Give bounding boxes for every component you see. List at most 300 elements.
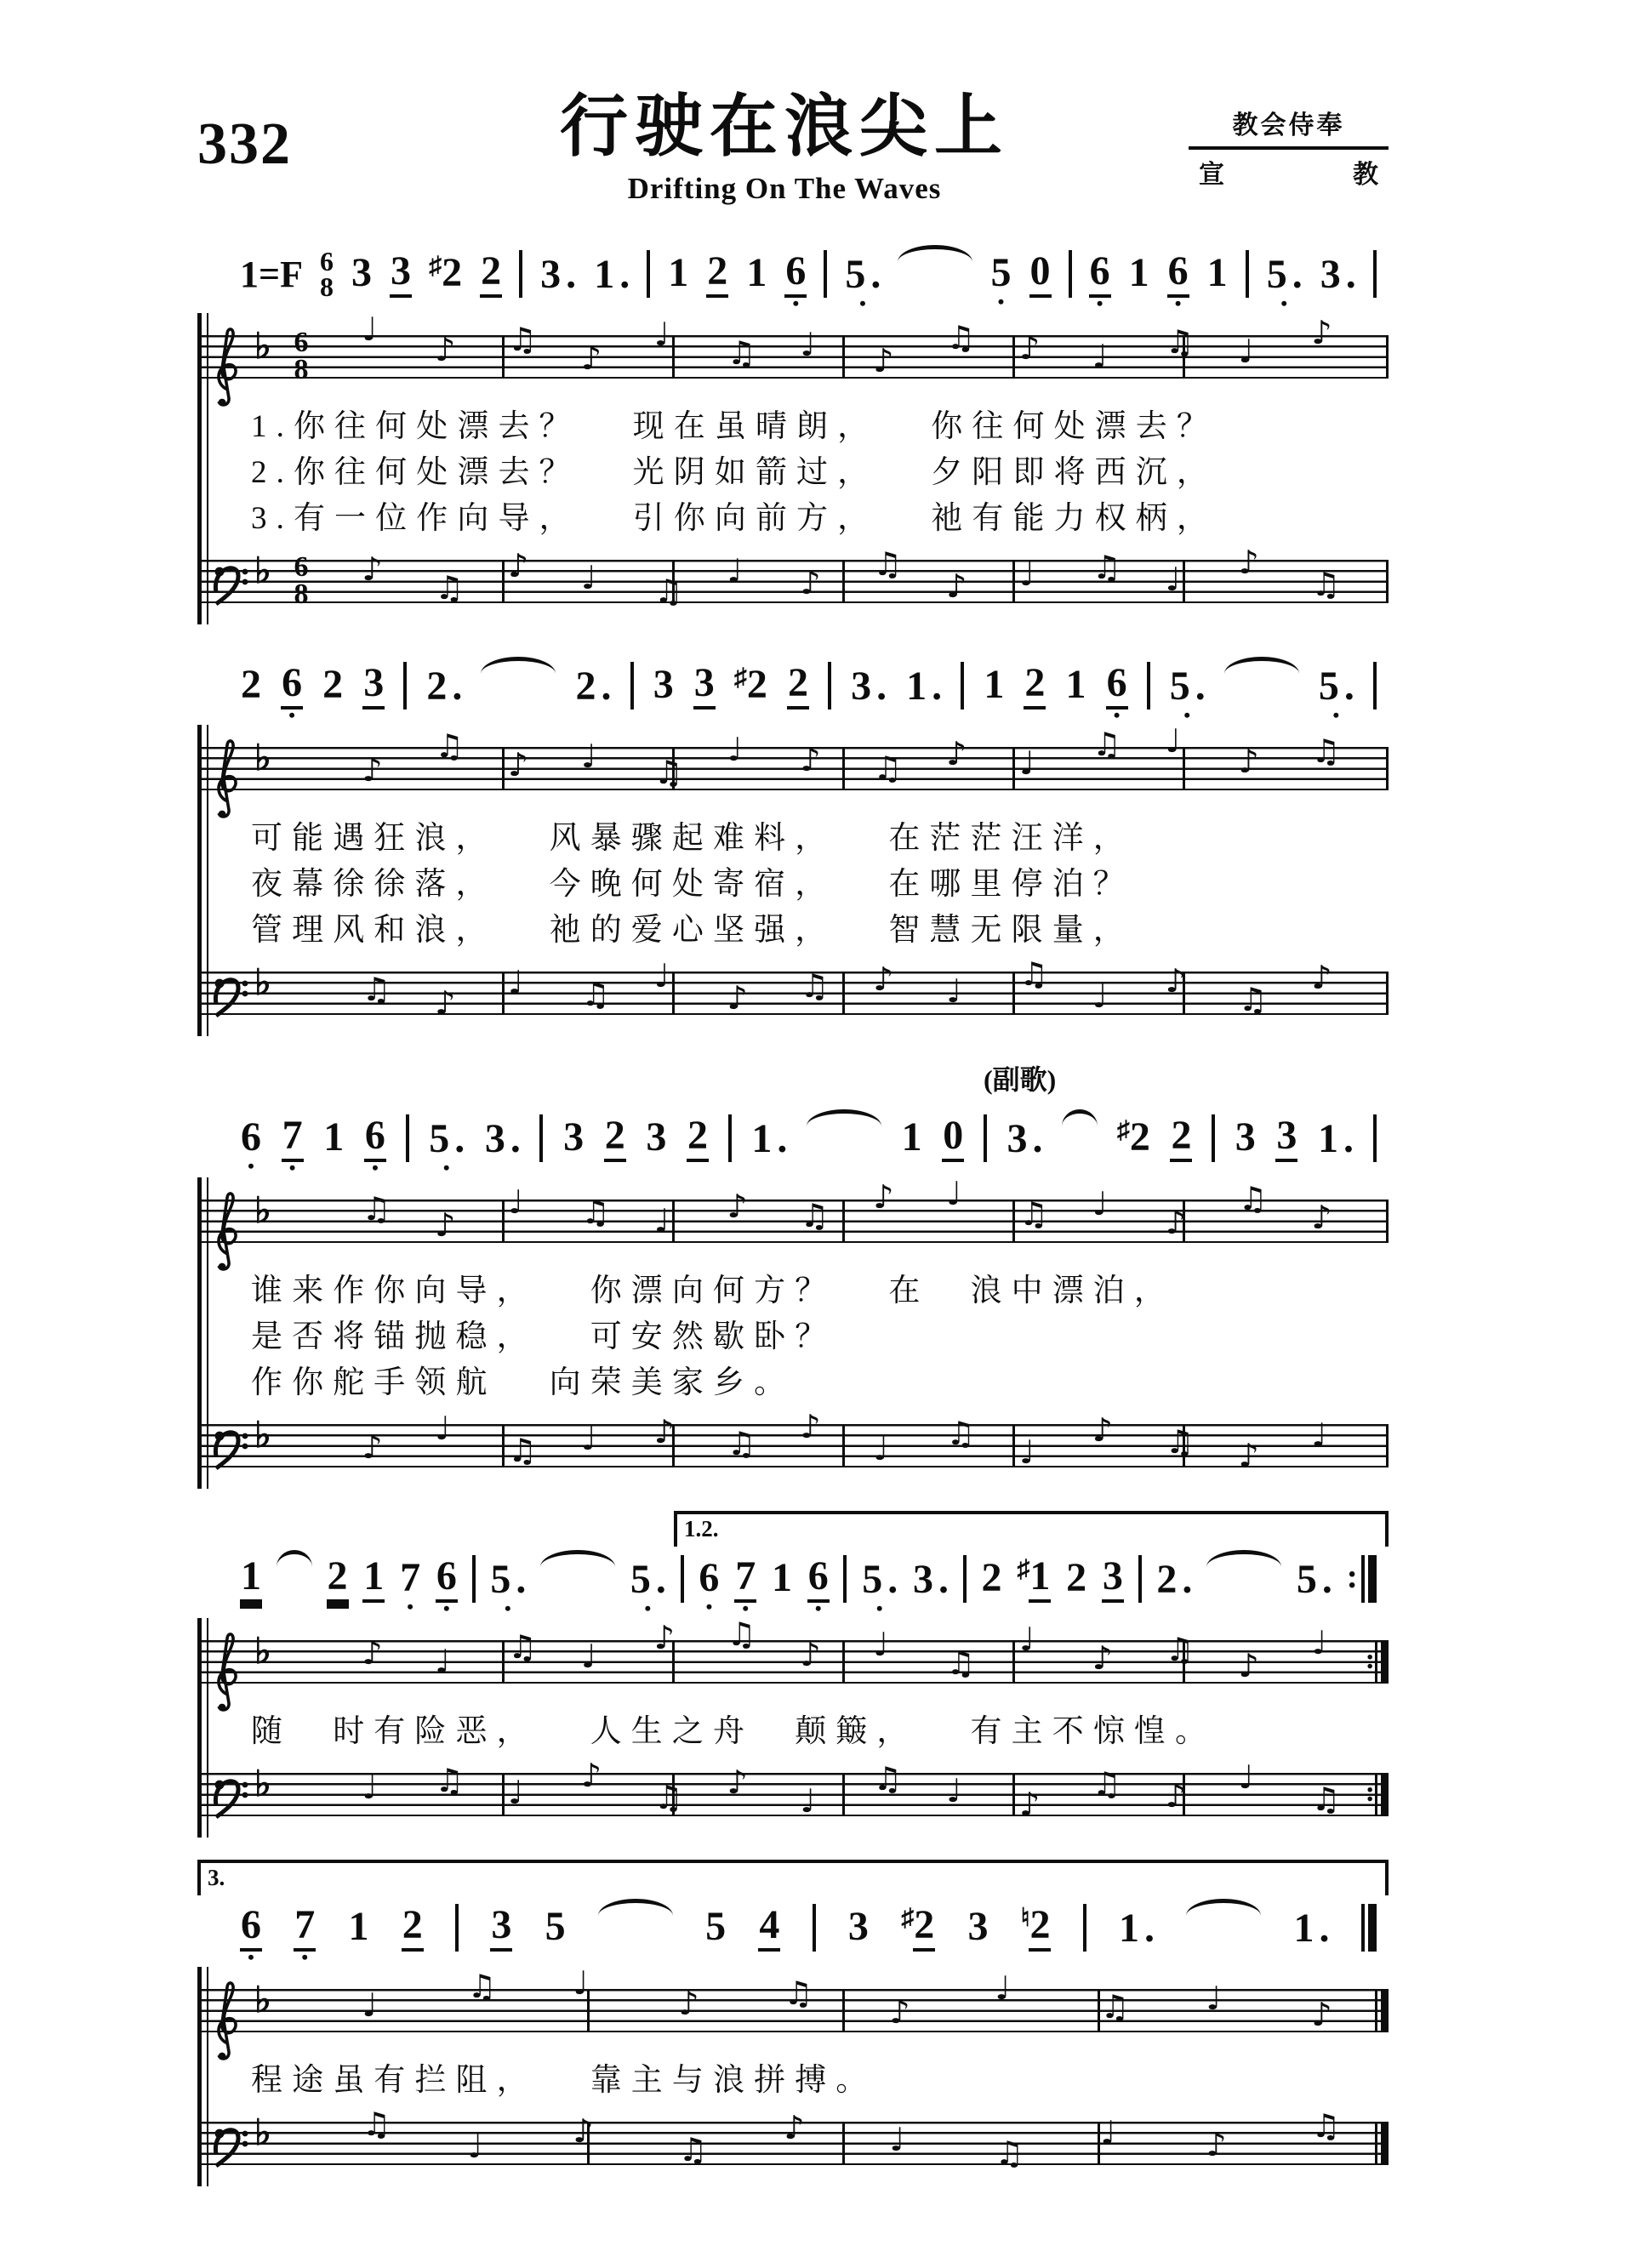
note-glyph: ♪ <box>1238 1647 1259 1684</box>
flat-icon: ♭ <box>254 328 271 367</box>
lyric-phrase: 在哪里停泊？ <box>888 867 1134 902</box>
jianpu-line <box>197 647 1389 725</box>
note-glyph: ♪ <box>508 746 529 784</box>
jianpu-note <box>604 1112 626 1162</box>
jianpu-note <box>282 1112 304 1178</box>
low-octave-dot: • <box>372 1156 379 1178</box>
note-glyph: ♪ <box>580 339 602 377</box>
jianpu-note <box>240 1553 262 1603</box>
note-digit: 1 <box>668 249 689 295</box>
staff-lines <box>202 1175 1389 1244</box>
duration-dot: . <box>887 1556 898 1602</box>
jianpu-note <box>1206 249 1229 296</box>
note-glyph: ♩ <box>800 326 816 363</box>
treble-clef-icon <box>210 1628 244 1721</box>
note-glyph: ♩ <box>653 957 670 994</box>
note-glyph: ♫ <box>362 1190 391 1228</box>
note-glyph: ♫ <box>1165 1631 1195 1668</box>
note-glyph: ♪ <box>508 547 529 584</box>
note-glyph: ♩ <box>873 1430 889 1467</box>
low-octave-dot: • <box>248 1946 254 1968</box>
note-glyph: ♪ <box>1311 1996 1332 2033</box>
note-digit: 1 <box>1206 249 1228 295</box>
note-digit: 7 <box>734 1556 756 1603</box>
grand-staff <box>197 1964 1389 2186</box>
note-glyph: ♪ <box>946 735 967 772</box>
note-glyph: ♪ <box>362 550 383 588</box>
low-octave-dot: • <box>644 1597 652 1619</box>
barline <box>1373 1114 1377 1162</box>
jianpu-note <box>687 1112 709 1162</box>
jianpu-note <box>905 663 942 709</box>
note-digit: 6 <box>807 1556 830 1603</box>
note-digit: 1 <box>751 1115 773 1161</box>
note-glyph: ♩ <box>580 559 596 596</box>
note-digit: 5 <box>845 251 866 297</box>
note-glyph: ♫ <box>1092 549 1121 586</box>
jianpu-note <box>1275 1112 1297 1162</box>
lyric-line <box>202 446 1389 492</box>
flat-icon: ♭ <box>254 1633 271 1672</box>
duration-dot: . <box>510 1115 521 1161</box>
measure-barline <box>842 972 845 1015</box>
note-glyph: ♪ <box>800 1636 821 1673</box>
duration-dot: . <box>1182 1556 1193 1602</box>
measure-barline <box>672 1200 675 1243</box>
note-glyph: ♪ <box>727 1764 748 1801</box>
lyric-line <box>202 2054 1389 2100</box>
lyric-phrase: 是否将锚抛稳， <box>251 1319 538 1354</box>
staff-lines <box>202 2106 1389 2172</box>
duration-dot: . <box>1321 1556 1332 1602</box>
lyric-phrase: 作你舵手领航 <box>251 1365 497 1400</box>
tie-arc <box>277 1550 312 1567</box>
note-digit: 5 <box>862 1556 883 1602</box>
category-bottom <box>1189 153 1389 191</box>
lyric-phrase: 智慧无限量， <box>888 913 1134 948</box>
note-glyph: ♩ <box>580 1638 596 1675</box>
jianpu-note <box>593 251 630 298</box>
note-glyph: ♫ <box>1311 2107 1341 2145</box>
note-glyph: ♪ <box>1206 2126 1227 2163</box>
measure-barline <box>1012 1773 1015 1816</box>
note-digit: 1 <box>1293 1905 1314 1951</box>
note-glyph: ♫ <box>580 1194 610 1231</box>
lyric-phrase: 今晚何处寄宿， <box>549 867 836 902</box>
measure-barline <box>1012 747 1015 790</box>
note-digit: 1 <box>348 1903 369 1949</box>
low-octave-dot: • <box>1280 292 1288 314</box>
measure-barline <box>842 560 845 603</box>
treble-staff <box>202 1964 1389 2054</box>
note-glyph: ♪ <box>727 979 748 1017</box>
staff-time-top: 6 <box>294 551 309 583</box>
jianpu-note <box>1235 1114 1257 1160</box>
barline <box>1147 662 1150 709</box>
final-bar-thick <box>1381 2122 1389 2165</box>
staff-time-signature <box>287 551 316 611</box>
tie-arc <box>1224 657 1299 674</box>
staff-time-top: 6 <box>294 327 309 358</box>
note-digit: 3 <box>1235 1114 1256 1160</box>
barline-thin <box>1361 1555 1365 1603</box>
barline-thin <box>1361 1904 1365 1952</box>
duration-dot: . <box>870 251 881 297</box>
note-glyph: ♪ <box>1238 544 1259 581</box>
final-barline <box>1361 1904 1377 1952</box>
note-glyph: ♩ <box>1100 2114 1116 2151</box>
note-glyph: ♫ <box>580 976 610 1013</box>
note-glyph: ♪ <box>1018 1786 1041 1823</box>
time-signature <box>319 245 334 302</box>
note-glyph: ♫ <box>727 334 756 372</box>
note-digit: 0 <box>1029 251 1052 298</box>
note-glyph: ♪ <box>678 1985 699 2022</box>
note-glyph: ♪ <box>435 1206 456 1244</box>
note-glyph: ♪ <box>435 984 456 1022</box>
bass-clef-icon <box>210 556 249 613</box>
barline <box>472 1555 476 1603</box>
note-glyph: ♪ <box>1238 1437 1259 1474</box>
jianpu-note <box>771 1554 793 1601</box>
note-digit: 7 <box>400 1554 421 1600</box>
lyric-phrase: 引你向前方， <box>632 501 879 536</box>
note-glyph: ♫ <box>1018 1195 1049 1233</box>
sharp-icon: ♯ <box>1116 1115 1130 1144</box>
duration-dot: . <box>566 251 577 297</box>
lyric-phrase: 谁来作你向导， <box>251 1274 538 1308</box>
note-glyph: ♫ <box>995 2134 1024 2172</box>
end-barline <box>1386 335 1389 379</box>
jianpu-note <box>1106 659 1128 726</box>
jianpu-note <box>1118 1905 1155 1952</box>
note-digit: 2 <box>746 661 767 707</box>
jianpu-note <box>942 1112 964 1162</box>
jianpu-note <box>362 659 385 709</box>
duration-dot: . <box>516 1556 527 1602</box>
low-octave-dot: • <box>1183 704 1191 726</box>
duration-dot: . <box>777 1115 788 1161</box>
measure-barline <box>502 560 505 603</box>
note-digit: 6 <box>241 1114 261 1160</box>
note-glyph: ♫ <box>1165 1423 1195 1461</box>
note-glyph: ♩ <box>1311 1416 1327 1454</box>
staff-lines <box>202 544 1389 611</box>
jianpu-note <box>436 1553 458 1619</box>
jianpu-note <box>630 1556 666 1619</box>
key-signature-text: 1=F <box>240 253 303 295</box>
note-glyph: ♫ <box>873 545 903 583</box>
category-block <box>1189 88 1389 191</box>
note-glyph: ♩ <box>508 1183 523 1221</box>
note-glyph: ♪ <box>1165 962 1186 1000</box>
jianpu-note <box>733 661 768 708</box>
note-digit: 2 <box>981 1554 1002 1600</box>
measure-barline <box>502 747 505 790</box>
note-glyph: ♫ <box>508 1432 538 1469</box>
note-glyph: ♫ <box>727 1616 756 1653</box>
staff-time-signature <box>287 329 316 385</box>
jianpu-note <box>489 1556 527 1619</box>
note-glyph: ♩ <box>362 311 378 348</box>
jianpu-note <box>1320 251 1356 298</box>
note-glyph: ♪ <box>362 751 383 789</box>
lyric-phrase: 你往何处漂去？ <box>931 409 1218 444</box>
note-glyph: ♫ <box>1092 1765 1121 1803</box>
note-digit: 1 <box>1128 249 1149 295</box>
note-glyph: ♩ <box>573 1964 589 2002</box>
jianpu-note <box>844 251 881 314</box>
measure-barline <box>502 1200 505 1243</box>
tie-arc <box>1206 1550 1281 1567</box>
staff-lines <box>202 1964 1389 2033</box>
note-glyph: ♩ <box>1238 333 1254 370</box>
note-digit: 5 <box>429 1115 450 1161</box>
note-digit: 6 <box>436 1556 458 1603</box>
barline <box>1373 250 1377 298</box>
jianpu-note <box>901 1901 935 1952</box>
note-digit: 3 <box>362 663 385 709</box>
sharp-icon: ♯ <box>733 663 747 692</box>
lyric-phrase: 在茫茫汪洋， <box>888 821 1134 856</box>
jianpu-line <box>197 1099 1389 1177</box>
note-digit: 2 <box>442 249 463 295</box>
jianpu-note <box>1024 659 1046 709</box>
barline <box>519 250 522 298</box>
note-digit: 2 <box>241 661 261 707</box>
note-glyph: ♫ <box>653 573 683 610</box>
note-glyph: ♫ <box>435 1762 465 1799</box>
lyric-phrase: 3.有一位作向导， <box>251 501 580 536</box>
system-3 <box>197 1058 1389 1489</box>
jianpu-note <box>425 663 462 709</box>
note-digit: 5 <box>705 1903 727 1949</box>
hymn-number: 332 <box>197 111 292 177</box>
tie-arc <box>481 657 556 674</box>
jianpu-note <box>1317 1115 1354 1162</box>
note-digit: 2 <box>322 661 344 707</box>
final-bar-thick <box>1381 1989 1389 2032</box>
volta-label: 1.2. <box>684 1516 719 1541</box>
jianpu-note <box>1089 248 1111 314</box>
note-glyph: ♩ <box>1018 556 1035 593</box>
low-octave-dot: • <box>814 1597 822 1619</box>
note-glyph: ♫ <box>946 1644 976 1682</box>
jianpu-note <box>348 1903 370 1950</box>
staff-lines <box>202 722 1389 791</box>
note-digit: 3 <box>540 251 562 297</box>
barline <box>455 1904 459 1952</box>
tie-arc <box>1062 1109 1098 1126</box>
note-glyph: ♫ <box>678 2131 708 2168</box>
jianpu-note <box>545 1903 567 1950</box>
note-glyph: ♪ <box>1092 1411 1114 1449</box>
treble-clef-icon <box>210 1977 244 2070</box>
lyric-phrase: 随 时有险恶， <box>251 1714 538 1749</box>
low-octave-dot: • <box>1174 292 1182 314</box>
barline <box>1138 1555 1142 1603</box>
note-digit: 1 <box>746 249 767 295</box>
low-octave-dot: • <box>742 1597 750 1619</box>
jianpu-note <box>480 248 502 298</box>
low-octave-dot: • <box>407 1595 413 1617</box>
note-digit: 3 <box>653 661 674 707</box>
duration-dot: . <box>452 663 463 709</box>
low-octave-dot: • <box>875 1597 883 1619</box>
jianpu-note <box>562 1114 585 1160</box>
measure-barline <box>1183 560 1185 603</box>
category-bottom-right: 教 <box>1353 161 1378 189</box>
note-glyph: ♫ <box>435 569 465 607</box>
note-glyph: ♫ <box>362 971 391 1008</box>
duration-dot: . <box>932 663 943 709</box>
note-glyph: ♩ <box>873 1626 889 1663</box>
note-glyph: ♩ <box>508 1774 523 1811</box>
jianpu-note <box>758 1901 780 1952</box>
low-octave-dot: • <box>288 1156 296 1178</box>
note-glyph: ♪ <box>653 1619 675 1656</box>
end-barline <box>1386 1424 1389 1467</box>
note-digit: 3 <box>913 1556 934 1602</box>
note-digit: 1 <box>771 1554 792 1600</box>
note-digit: 2 <box>787 663 809 709</box>
flat-icon: ♭ <box>254 1192 271 1231</box>
measure-barline <box>1183 747 1185 790</box>
end-barline <box>1386 972 1389 1015</box>
jianpu-note <box>645 1114 667 1160</box>
barline <box>1212 1114 1215 1162</box>
duration-dot: . <box>1345 251 1356 297</box>
note-digit: 5 <box>545 1903 566 1949</box>
note-glyph: ♩ <box>1165 561 1181 598</box>
note-digit: 3 <box>390 251 412 298</box>
note-digit: 2 <box>913 1905 935 1952</box>
note-glyph: ♪ <box>784 2109 805 2146</box>
note-digit: 5 <box>490 1556 511 1602</box>
measure-barline <box>842 747 845 790</box>
barline <box>843 1555 847 1603</box>
duration-dot: . <box>1319 1905 1330 1951</box>
note-digit: 2 <box>1129 1114 1150 1160</box>
lyric-line <box>202 1310 1389 1356</box>
note-glyph: ♪ <box>800 741 821 778</box>
note-glyph: ♪ <box>946 567 967 605</box>
note-glyph: ♩ <box>1165 722 1181 760</box>
lyric-line <box>202 492 1389 538</box>
low-octave-dot: • <box>997 290 1005 312</box>
note-glyph: ♩ <box>946 972 962 1010</box>
note-digit: 1 <box>240 1556 262 1603</box>
tie-arc <box>898 245 972 262</box>
hymn-title: 行驶在浪尖上 <box>560 90 1009 165</box>
end-barline <box>1386 747 1389 790</box>
note-glyph: ♩ <box>653 316 670 353</box>
barline <box>539 1114 543 1162</box>
jianpu-note <box>1029 248 1052 298</box>
jianpu-note <box>1318 663 1354 726</box>
note-glyph: ♪ <box>362 1634 383 1672</box>
note-glyph: ♩ <box>889 2121 905 2158</box>
low-octave-dot: • <box>442 1597 450 1619</box>
note-digit: 2 <box>480 251 502 298</box>
note-glyph: ♩ <box>435 1410 451 1447</box>
treble-clef-icon <box>210 1188 244 1280</box>
measure-barline <box>502 1424 505 1467</box>
duration-dot: . <box>655 1556 666 1602</box>
jianpu-note <box>850 663 887 709</box>
hymn-page <box>197 0 1389 2186</box>
system-4 <box>197 1511 1389 1838</box>
note-digit: 1 <box>1318 1115 1339 1161</box>
jianpu-note <box>490 1901 512 1952</box>
measure-barline <box>1012 335 1015 379</box>
note-glyph: ♫ <box>435 727 465 765</box>
staff-time-bottom: 8 <box>294 354 309 386</box>
note-digit: 6 <box>699 1554 720 1600</box>
low-octave-dot: • <box>301 1946 309 1968</box>
jianpu-note <box>575 663 612 709</box>
note-digit: 3 <box>851 663 872 709</box>
jianpu-note <box>402 1901 424 1952</box>
note-glyph: ♫ <box>1311 1781 1341 1818</box>
note-digit: 2 <box>1029 1905 1051 1952</box>
note-glyph: ♩ <box>362 1986 378 2024</box>
lyric-phrase: 现在虽晴朗， <box>632 409 879 444</box>
note-glyph: ♩ <box>1092 338 1108 375</box>
barline <box>824 250 827 298</box>
note-glyph: ♩ <box>580 738 596 775</box>
barline <box>630 662 634 709</box>
note-glyph: ♫ <box>1238 1180 1268 1217</box>
note-glyph: ♪ <box>727 1188 748 1225</box>
note-digit: 2 <box>575 663 596 709</box>
flat-icon: ♭ <box>254 739 271 778</box>
note-glyph: ♪ <box>1311 314 1332 351</box>
bass-staff <box>202 1402 1389 1489</box>
note-digit: 6 <box>1167 251 1189 298</box>
note-digit: 2 <box>687 1115 709 1162</box>
note-glyph: ♩ <box>362 1769 378 1806</box>
jianpu-note <box>1293 1905 1330 1952</box>
jianpu-note <box>912 1556 949 1603</box>
jianpu-note <box>989 249 1012 312</box>
note-digit: 3 <box>1102 1556 1124 1603</box>
note-glyph: ♪ <box>873 342 894 379</box>
lyric-phrase: 可安然歇卧？ <box>590 1319 836 1354</box>
jianpu-note <box>1007 1115 1043 1162</box>
jianpu-note <box>967 1903 989 1950</box>
staff-lines <box>202 1408 1389 1474</box>
duration-dot: . <box>876 663 887 709</box>
lyric-phrase: 向荣美家乡。 <box>549 1365 796 1400</box>
measure-barline <box>1012 972 1015 1015</box>
flat-icon: ♭ <box>254 1416 271 1456</box>
jianpu-note <box>693 659 716 709</box>
note-glyph: ♫ <box>946 1415 976 1452</box>
jianpu-line <box>197 235 1389 313</box>
note-digit: 6 <box>281 663 303 709</box>
time-signature-top: 6 <box>319 245 334 276</box>
end-barline <box>1386 1200 1389 1243</box>
sharp-icon: ♯ <box>1017 1554 1030 1583</box>
low-octave-dot: • <box>288 704 295 726</box>
low-octave-dot: • <box>1113 704 1121 726</box>
lyric-phrase: 可能遇狂浪， <box>251 821 497 856</box>
lyric-phrase: 有主不惊惶。 <box>970 1714 1217 1749</box>
bass-clef-icon <box>210 1421 249 1478</box>
note-glyph: ♪ <box>873 1178 894 1216</box>
bass-staff <box>202 1751 1389 1838</box>
